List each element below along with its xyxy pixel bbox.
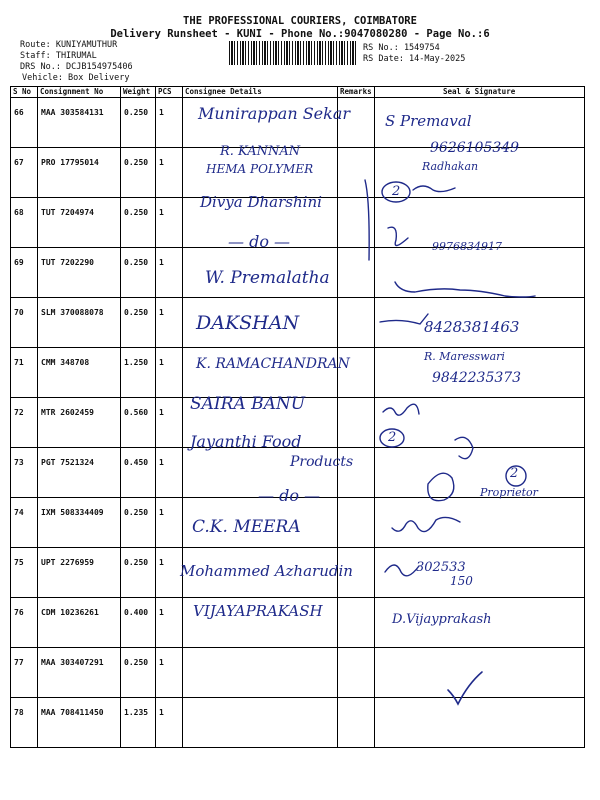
consignee-67: R. KANNAN [220, 144, 301, 159]
col-pcs: PCS [156, 87, 183, 98]
rs-number: RS No.: 1549754 [363, 43, 440, 53]
signature-67-phone: 9626105349 [430, 140, 520, 156]
document-subtitle: Delivery Runsheet - KUNI - Phone No.:9047080280 - Page No.:6 [110, 28, 490, 40]
signature-78: D.Vijayprakash [392, 612, 492, 627]
row-weight: 0.250 [121, 248, 156, 298]
bracket-68 [365, 180, 369, 260]
consignee-66: Munirappan Sekar [198, 104, 351, 123]
signature-72-phone: 9842235373 [432, 370, 522, 386]
document-title: THE PROFESSIONAL COURIERS, COIMBATORE [183, 15, 417, 27]
row-consignment-no: SLM 370088078 [38, 298, 121, 348]
signature-66: S Premaval [385, 112, 472, 130]
scribble-71 [380, 314, 428, 324]
signature-75-circle: 2 [510, 466, 519, 481]
row-weight: 0.250 [121, 98, 156, 148]
signature-67: Radhakan [422, 160, 479, 173]
vehicle-label: Vehicle: Box Delivery [22, 73, 130, 83]
signature-77-b: 150 [450, 574, 473, 588]
row-pcs: 1 [156, 698, 183, 748]
row-consignment-no: PGT 7521324 [38, 448, 121, 498]
row-sno: 70 [11, 298, 38, 348]
scribble-75 [428, 473, 454, 500]
row-sno: 78 [11, 698, 38, 748]
row-pcs: 1 [156, 198, 183, 248]
row-weight: 1.250 [121, 348, 156, 398]
route-label: Route: KUNIYAMUTHUR [20, 40, 118, 50]
drs-label: DRS No.: DCJB154975406 [20, 62, 133, 72]
consignee-71: DAKSHAN [196, 312, 300, 334]
col-weight: Weight [121, 87, 156, 98]
col-consignment: Consignment No [38, 87, 121, 98]
row-consignment-no: MTR 2602459 [38, 398, 121, 448]
col-remarks: Remarks [338, 87, 375, 98]
signature-74: 2 [388, 430, 397, 445]
row-pcs: 1 [156, 648, 183, 698]
row-weight: 0.250 [121, 148, 156, 198]
row-pcs: 1 [156, 398, 183, 448]
row-weight: 0.400 [121, 598, 156, 648]
circle-mark-75 [506, 466, 526, 486]
signature-69: 9976834917 [432, 240, 502, 253]
row-consignment-no: CMM 348708 [38, 348, 121, 398]
scribble-70 [395, 282, 535, 297]
row-weight: 0.250 [121, 298, 156, 348]
consignee-74b: Products [290, 454, 354, 470]
row-pcs: 1 [156, 498, 183, 548]
row-weight: 1.235 [121, 698, 156, 748]
signature-68: 2 [392, 184, 401, 199]
scribble-77 [385, 565, 419, 576]
signature-71: 8428381463 [424, 318, 520, 336]
row-pcs: 1 [156, 248, 183, 298]
rs-date: RS Date: 14-May-2025 [363, 54, 466, 64]
circle-mark-74 [380, 429, 404, 447]
circle-mark-68 [382, 182, 410, 202]
row-consignment-no: MAA 303584131 [38, 98, 121, 148]
row-weight: 0.250 [121, 498, 156, 548]
row-pcs: 1 [156, 148, 183, 198]
signature-75: Proprietor [480, 486, 538, 499]
row-sno: 73 [11, 448, 38, 498]
row-sno: 74 [11, 498, 38, 548]
consignee-67b: HEMA POLYMER [206, 162, 314, 176]
row-weight: 0.250 [121, 548, 156, 598]
row-sno: 67 [11, 148, 38, 198]
consignee-69: — do — [228, 232, 291, 251]
row-sno: 68 [11, 198, 38, 248]
consignee-75: — do — [258, 486, 321, 505]
staff-label: Staff: THIRUMAL [20, 51, 97, 61]
row-consignment-no: UPT 2276959 [38, 548, 121, 598]
scribble-69 [388, 227, 408, 245]
row-weight: 0.250 [121, 198, 156, 248]
consignee-68: Divya Dharshini [200, 193, 322, 211]
consignee-78: VIJAYAPRAKASH [193, 602, 323, 620]
scribble-76 [392, 517, 460, 531]
row-sno: 69 [11, 248, 38, 298]
row-sno: 72 [11, 398, 38, 448]
row-consignment-no: PRO 17795014 [38, 148, 121, 198]
signature-77-a: 302533 [416, 560, 466, 575]
col-signature: Seal & Signature [374, 87, 584, 98]
row-pcs: 1 [156, 598, 183, 648]
row-consignment-no: CDM 10236261 [38, 598, 121, 648]
row-sno: 75 [11, 548, 38, 598]
col-sno: S No [11, 87, 38, 98]
row-consignment-no: IXM 508334409 [38, 498, 121, 548]
consignee-73: SAIRA BANU [190, 394, 306, 414]
row-pcs: 1 [156, 548, 183, 598]
row-sno: 66 [11, 98, 38, 148]
col-consignee: Consignee Details [183, 87, 338, 98]
row-consignment-no: TUT 7204974 [38, 198, 121, 248]
row-sno: 71 [11, 348, 38, 398]
consignee-72: K. RAMACHANDRAN [196, 356, 350, 372]
row-pcs: 1 [156, 448, 183, 498]
row-pcs: 1 [156, 348, 183, 398]
checkmark-icon [444, 668, 484, 708]
consignee-76: C.K. MEERA [192, 517, 301, 537]
row-pcs: 1 [156, 98, 183, 148]
row-weight: 0.250 [121, 648, 156, 698]
signature-72-name: R. Maresswari [424, 350, 505, 363]
row-sno: 76 [11, 598, 38, 648]
row-weight: 0.560 [121, 398, 156, 448]
row-consignment-no: MAA 708411450 [38, 698, 121, 748]
consignee-74: Jayanthi Food [190, 432, 302, 451]
row-consignment-no: MAA 303407291 [38, 648, 121, 698]
row-sno: 77 [11, 648, 38, 698]
consignee-77: Mohammed Azharudin [180, 562, 353, 580]
row-weight: 0.450 [121, 448, 156, 498]
scribble-68 [413, 186, 455, 192]
scribble-73 [383, 404, 419, 415]
row-consignment-no: TUT 7202290 [38, 248, 121, 298]
row-pcs: 1 [156, 298, 183, 348]
scribble-74 [455, 437, 473, 458]
consignee-70: W. Premalatha [205, 268, 330, 288]
